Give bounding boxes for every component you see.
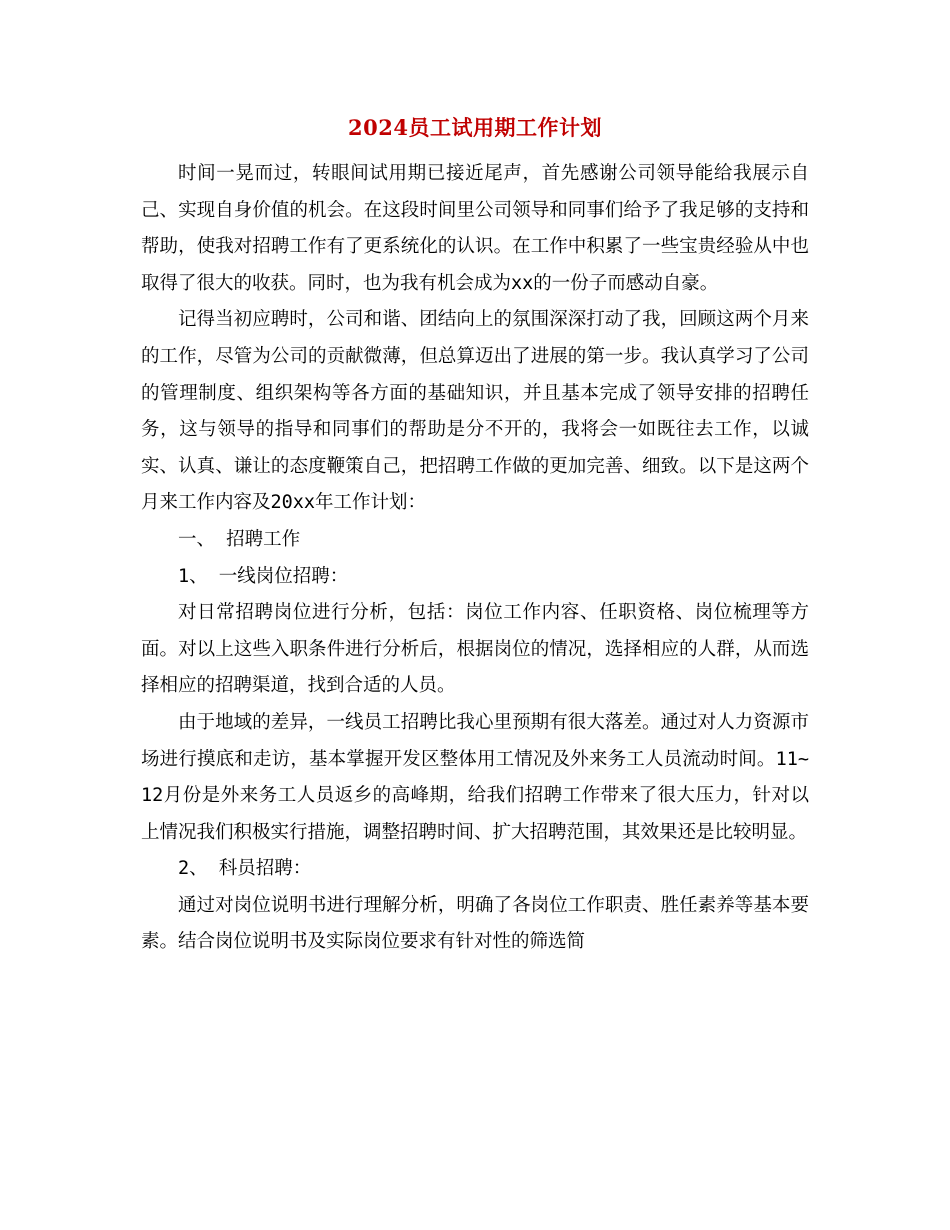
section-heading-recruitment: 一、 招聘工作 — [178, 528, 301, 550]
paragraph-frontline-region: 由于地域的差异，一线员工招聘比我心里预期有很大落差。通过对人力资源市场进行摸底和走访，基本掌握开发区整体用工情况及外来务工人员流动时间。11~12月份是外来务工人员返乡的高峰期，给我们招聘工作带来了很大压力，针对以上情况我们积极实行措施，调整招聘时间、扩大招聘范围，其效果还是比较明显。 — [141, 711, 809, 843]
document-body — [141, 156, 809, 961]
document-title: 2024员工试用期工作计划 — [348, 115, 602, 140]
paragraph-recall: 记得当初应聘时，公司和谐、团结向上的氛围深深打动了我，回顾这两个月来的工作，尽管为公司的贡献微薄，但总算迈出了进展的第一步。我认真学习了公司的管理制度、组织架构等各方面的基础知识，并且基本完成了领导安排的招聘任务，这与领导的指导和同事们的帮助是分不开的，我将会一如既往去工作，以诚实、认真、谦让的态度鞭策自己，把招聘工作做的更加完善、细致。以下是这两个月来工作内容及20xx年工作计划： — [141, 309, 809, 514]
subsection-heading-staff: 2、 科员招聘： — [178, 858, 312, 880]
paragraph-frontline-analysis: 对日常招聘岗位进行分析，包括：岗位工作内容、任职资格、岗位梳理等方面。对以上这些入职条件进行分析后，根据岗位的情况，选择相应的人群，从而选择相应的招聘渠道，找到合适的人员。 — [141, 602, 809, 697]
paragraph-staff-recruitment: 通过对岗位说明书进行理解分析，明确了各岗位工作职责、胜任素养等基本要素。结合岗位说明书及实际岗位要求有针对性的筛选简 — [141, 894, 809, 953]
paragraph-intro: 时间一晃而过，转眼间试用期已接近尾声，首先感谢公司领导能给我展示自己、实现自身价值的机会。在这段时间里公司领导和同事们给予了我足够的支持和帮助，使我对招聘工作有了更系统化的认识。在工作中积累了一些宝贵经验从中也取得了很大的收获。同时，也为我有机会成为xx的一份子而感动自豪。 — [141, 163, 809, 294]
subsection-heading-frontline: 1、 一线岗位招聘： — [178, 565, 349, 587]
